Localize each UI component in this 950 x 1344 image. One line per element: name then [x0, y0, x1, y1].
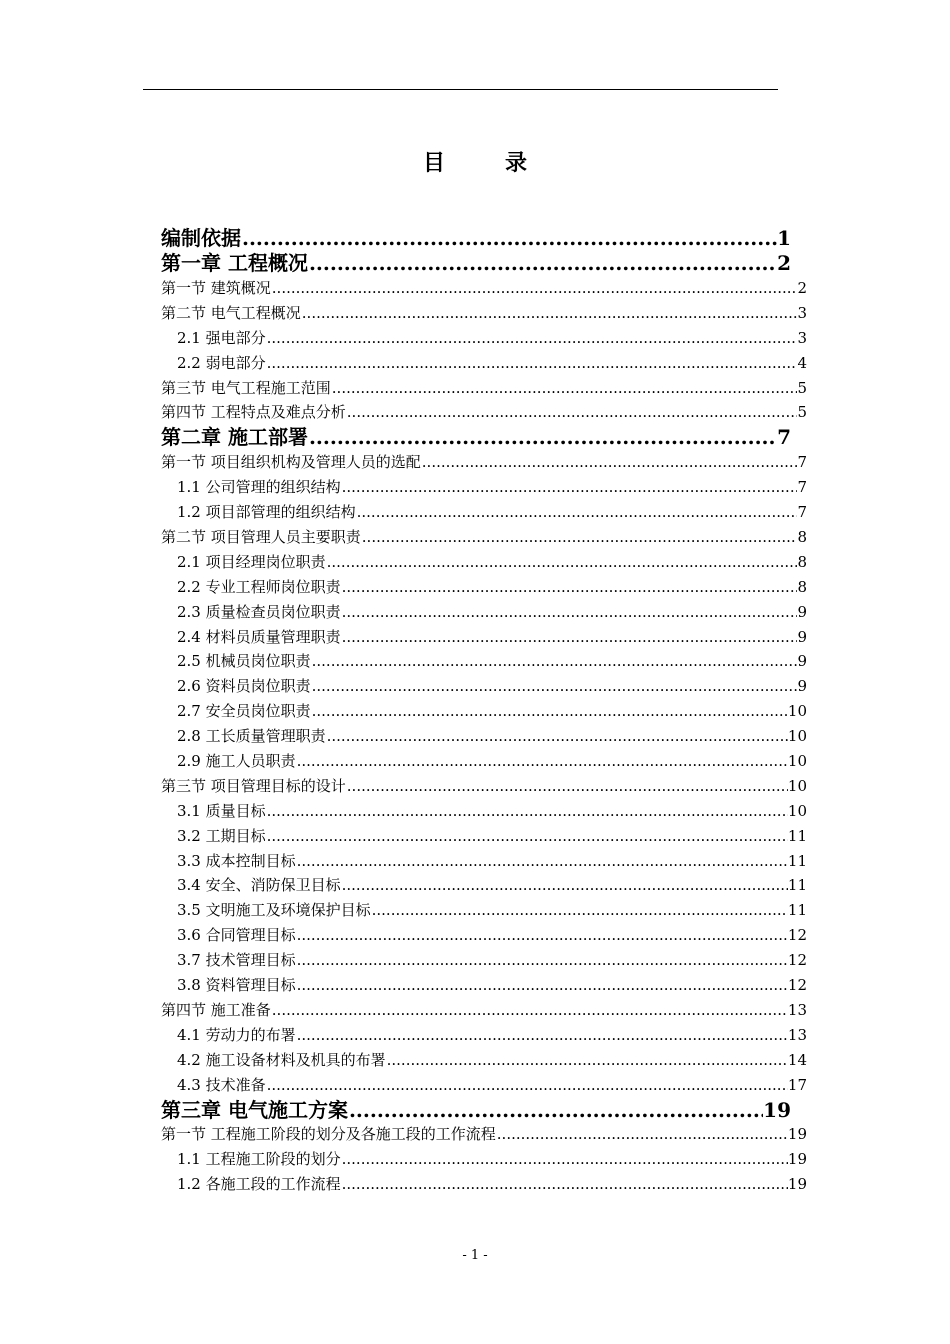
toc-leader-dots: [309, 251, 777, 276]
toc-entry-page: 13: [787, 1000, 807, 1019]
toc-entry-title: 2.6 资料员岗位职责: [177, 674, 312, 699]
toc-entry-page: 8: [797, 552, 807, 571]
toc-entry[interactable]: [161, 898, 807, 923]
toc-entry-title: 2.2 弱电部分: [177, 351, 267, 376]
toc-leader-dots: [342, 1172, 788, 1197]
toc-entry-title: 2.4 材料员质量管理职责: [177, 625, 342, 650]
toc-leader-dots: [497, 1123, 788, 1148]
toc-entry-title: 2.9 施工人员职责: [177, 749, 297, 774]
toc-leader-dots: [342, 600, 798, 625]
toc-entry-page: 19: [787, 1150, 807, 1169]
toc-leader-dots: [362, 525, 798, 550]
toc-entry[interactable]: [161, 724, 807, 749]
toc-leader-dots: [267, 799, 788, 824]
toc-leader-dots: [242, 226, 777, 251]
toc-entry-title: 3.5 文明施工及环境保护目标: [177, 898, 372, 923]
toc-entry[interactable]: [161, 923, 807, 948]
toc-entry-title: 3.2 工期目标: [177, 824, 267, 849]
toc-entry-title: 第四节 施工准备: [161, 998, 272, 1023]
toc-entry-page: 19: [787, 1175, 807, 1194]
toc-leader-dots: [327, 724, 788, 749]
table-of-contents: [161, 226, 807, 1197]
toc-entry-title: 4.1 劳动力的布署: [177, 1023, 297, 1048]
toc-entry[interactable]: [161, 550, 807, 575]
toc-entry-page: 10: [787, 727, 807, 746]
toc-entry[interactable]: [161, 948, 807, 973]
toc-entry[interactable]: [161, 450, 807, 475]
toc-entry-page: 10: [787, 776, 807, 795]
toc-entry-title: 2.5 机械员岗位职责: [177, 649, 312, 674]
toc-entry-page: 13: [787, 1025, 807, 1044]
toc-entry-page: 7: [777, 425, 791, 450]
toc-entry-page: 11: [787, 851, 807, 870]
toc-entry[interactable]: [161, 625, 807, 650]
toc-leader-dots: [387, 1048, 788, 1073]
toc-entry-page: 12: [787, 976, 807, 995]
toc-entry[interactable]: [161, 400, 807, 425]
toc-entry-page: 7: [797, 453, 807, 472]
title-right: 录: [505, 150, 528, 176]
toc-entry[interactable]: [161, 301, 807, 326]
toc-leader-dots: [312, 649, 798, 674]
toc-entry-title: 4.2 施工设备材料及机具的布署: [177, 1048, 387, 1073]
toc-entry-title: 3.4 安全、消防保卫目标: [177, 873, 342, 898]
toc-entry-title: 1.1 工程施工阶段的划分: [177, 1147, 342, 1172]
toc-entry-title: 1.2 项目部管理的组织结构: [177, 500, 357, 525]
toc-entry[interactable]: [161, 226, 791, 251]
toc-entry[interactable]: [161, 749, 807, 774]
toc-entry[interactable]: [161, 276, 807, 301]
toc-leader-dots: [272, 998, 788, 1023]
toc-leader-dots: [267, 326, 798, 351]
toc-leader-dots: [357, 500, 798, 525]
toc-entry-title: 第二节 电气工程概况: [161, 301, 302, 326]
toc-entry[interactable]: [161, 425, 791, 450]
toc-entry[interactable]: [161, 1172, 807, 1197]
toc-entry-page: 1: [777, 226, 791, 250]
toc-entry-title: 2.7 安全员岗位职责: [177, 699, 312, 724]
toc-entry-page: 7: [797, 478, 807, 497]
toc-entry-page: 11: [787, 876, 807, 895]
toc-entry-title: 第四节 工程特点及难点分析: [161, 400, 347, 425]
toc-entry-title: 3.7 技术管理目标: [177, 948, 297, 973]
toc-entry-page: 10: [787, 752, 807, 771]
toc-entry-page: 5: [797, 403, 807, 422]
toc-leader-dots: [347, 774, 788, 799]
toc-entry[interactable]: [161, 500, 807, 525]
toc-entry-page: 2: [797, 278, 807, 297]
toc-entry[interactable]: [161, 525, 807, 550]
toc-entry-page: 4: [797, 353, 807, 372]
toc-entry-title: 第三章 电气施工方案: [161, 1097, 348, 1122]
toc-entry[interactable]: [161, 600, 807, 625]
toc-entry[interactable]: [161, 1023, 807, 1048]
toc-entry-page: 8: [797, 577, 807, 596]
toc-leader-dots: [342, 873, 788, 898]
toc-entry-title: 第二节 项目管理人员主要职责: [161, 525, 362, 550]
toc-leader-dots: [332, 376, 798, 401]
toc-entry-page: 11: [787, 826, 807, 845]
toc-leader-dots: [342, 575, 798, 600]
toc-entry-title: 第一章 工程概况: [161, 251, 308, 275]
toc-entry-title: 2.3 质量检查员岗位职责: [177, 600, 342, 625]
toc-entry-page: 10: [787, 702, 807, 721]
toc-entry-title: 4.3 技术准备: [177, 1073, 267, 1098]
toc-entry-title: 第二章 施工部署: [161, 425, 308, 450]
toc-entry-page: 12: [787, 951, 807, 970]
toc-leader-dots: [349, 1098, 763, 1123]
toc-entry[interactable]: [161, 351, 807, 376]
toc-leader-dots: [267, 351, 798, 376]
toc-entry-page: 17: [787, 1075, 807, 1094]
toc-entry-title: 第三节 电气工程施工范围: [161, 376, 332, 401]
toc-entry-title: 2.8 工长质量管理职责: [177, 724, 327, 749]
toc-entry-page: 5: [797, 378, 807, 397]
header-rule: [143, 89, 778, 90]
toc-entry[interactable]: [161, 998, 807, 1023]
toc-entry[interactable]: [161, 774, 807, 799]
toc-leader-dots: [372, 898, 788, 923]
toc-entry[interactable]: [161, 973, 807, 998]
toc-entry-title: 第一节 项目组织机构及管理人员的选配: [161, 450, 422, 475]
page-number: - 1 -: [462, 1248, 488, 1263]
toc-entry[interactable]: [161, 251, 791, 276]
toc-entry-page: 9: [797, 677, 807, 696]
toc-entry[interactable]: [161, 1048, 807, 1073]
toc-entry[interactable]: [161, 376, 807, 401]
toc-entry[interactable]: [161, 1123, 807, 1148]
toc-leader-dots: [342, 475, 798, 500]
toc-entry-page: 9: [797, 652, 807, 671]
toc-entry-title: 2.1 强电部分: [177, 326, 267, 351]
toc-entry-page: 19: [787, 1125, 807, 1144]
toc-leader-dots: [297, 948, 788, 973]
toc-leader-dots: [297, 973, 788, 998]
toc-entry[interactable]: [161, 873, 807, 898]
toc-entry[interactable]: [161, 575, 807, 600]
toc-leader-dots: [297, 1023, 788, 1048]
toc-entry-page: 11: [787, 901, 807, 920]
toc-entry-title: 第一节 工程施工阶段的划分及各施工段的工作流程: [161, 1123, 497, 1148]
toc-entry[interactable]: [161, 475, 807, 500]
toc-leader-dots: [422, 450, 798, 475]
toc-entry-title: 编制依据: [161, 226, 241, 250]
toc-entry[interactable]: [161, 699, 807, 724]
toc-entry-title: 3.1 质量目标: [177, 799, 267, 824]
toc-entry-page: 14: [787, 1050, 807, 1069]
toc-entry-page: 2: [777, 251, 791, 275]
toc-leader-dots: [342, 1147, 788, 1172]
toc-entry-page: 19: [763, 1097, 791, 1122]
toc-leader-dots: [312, 699, 788, 724]
toc-leader-dots: [312, 674, 798, 699]
toc-entry-title: 3.6 合同管理目标: [177, 923, 297, 948]
toc-entry[interactable]: [161, 1098, 791, 1123]
toc-entry-page: 3: [797, 328, 807, 347]
toc-leader-dots: [309, 425, 777, 450]
toc-leader-dots: [297, 923, 788, 948]
toc-entry[interactable]: [161, 674, 807, 699]
toc-entry[interactable]: [161, 824, 807, 849]
toc-entry-page: 7: [797, 503, 807, 522]
toc-entry[interactable]: [161, 1147, 807, 1172]
toc-entry-title: 3.3 成本控制目标: [177, 849, 297, 874]
toc-leader-dots: [267, 1073, 788, 1098]
toc-entry[interactable]: [161, 849, 807, 874]
toc-entry[interactable]: [161, 1073, 807, 1098]
toc-entry[interactable]: [161, 326, 807, 351]
toc-entry-page: 9: [797, 602, 807, 621]
toc-entry-title: 第一节 建筑概况: [161, 276, 272, 301]
toc-leader-dots: [327, 550, 798, 575]
toc-leader-dots: [297, 749, 788, 774]
toc-leader-dots: [347, 400, 798, 425]
toc-entry-page: 3: [797, 303, 807, 322]
toc-entry-title: 第三节 项目管理目标的设计: [161, 774, 347, 799]
toc-leader-dots: [267, 824, 788, 849]
toc-entry-page: 12: [787, 926, 807, 945]
toc-entry-page: 8: [797, 528, 807, 546]
toc-entry-title: 2.1 项目经理岗位职责: [177, 550, 327, 575]
toc-entry-title: 1.2 各施工段的工作流程: [177, 1172, 342, 1197]
toc-leader-dots: [297, 849, 788, 874]
toc-entry-title: 1.1 公司管理的组织结构: [177, 475, 342, 500]
toc-entry-title: 2.2 专业工程师岗位职责: [177, 575, 342, 600]
toc-leader-dots: [272, 276, 798, 301]
toc-entry-page: 10: [787, 801, 807, 820]
toc-entry-title: 3.8 资料管理目标: [177, 973, 297, 998]
toc-entry-page: 9: [797, 627, 807, 646]
toc-leader-dots: [302, 301, 798, 326]
toc-leader-dots: [342, 625, 798, 650]
toc-entry[interactable]: [161, 799, 807, 824]
toc-entry[interactable]: [161, 649, 807, 674]
title-left: 目: [422, 150, 445, 176]
page-title: [0, 146, 950, 177]
